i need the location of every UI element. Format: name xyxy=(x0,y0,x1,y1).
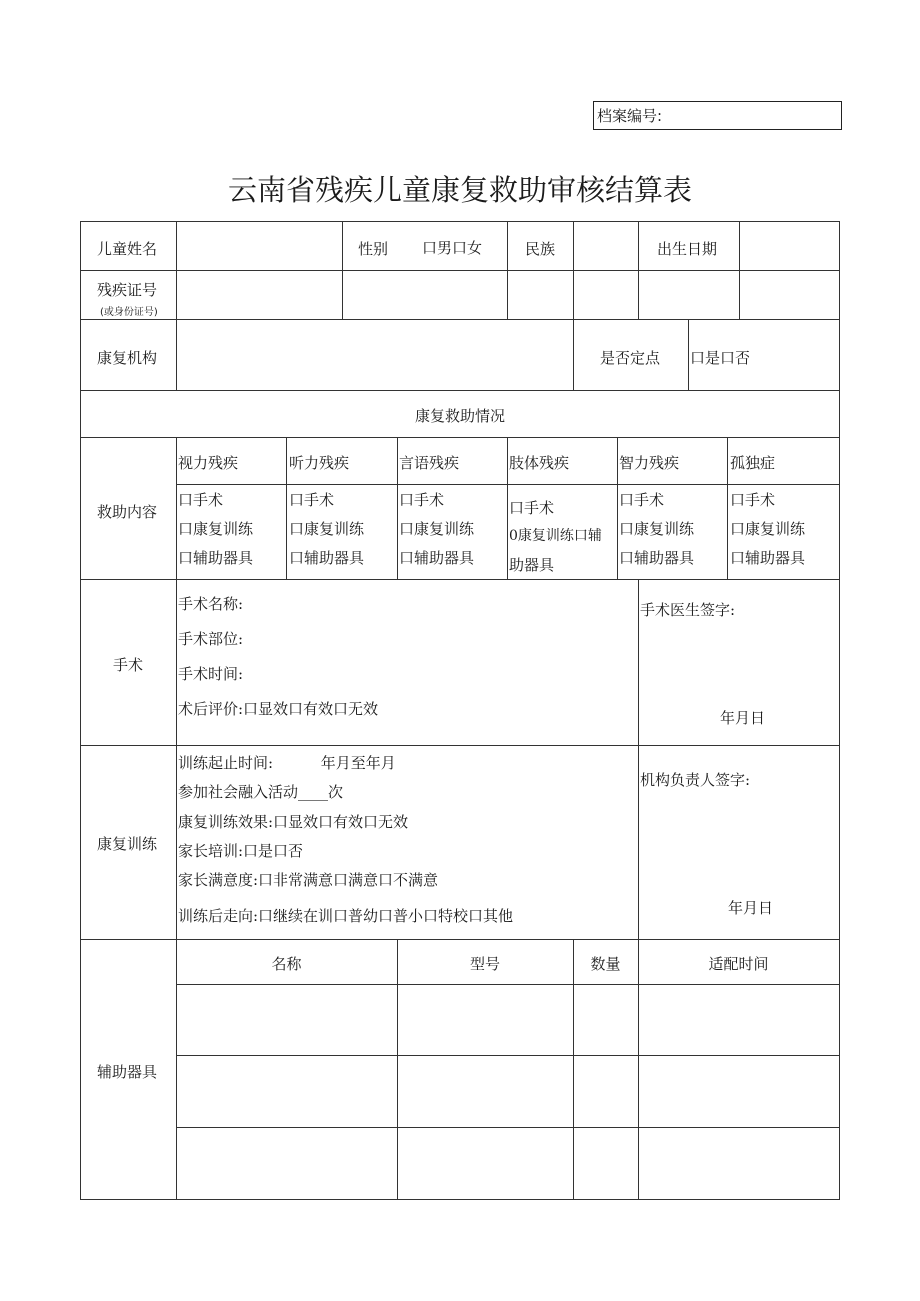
aid-option[interactable]: 口辅助器具 xyxy=(178,549,254,567)
designated-options[interactable]: 口是口否 xyxy=(690,349,751,367)
social-activity-field[interactable]: 参加社会融入活动____次 xyxy=(178,783,344,801)
birthdate-field[interactable] xyxy=(740,222,839,270)
parent-training[interactable]: 家长培训:口是口否 xyxy=(178,842,304,860)
aid-option[interactable]: 口手术 xyxy=(289,491,335,509)
parent-satisfaction[interactable]: 家长满意度:口非常满意口满意口不满意 xyxy=(178,871,439,889)
category-intellectual: 智力残疾 xyxy=(619,454,680,472)
device-header-fit-time: 适配时间 xyxy=(708,955,769,973)
gender-label: 性别 xyxy=(358,240,389,258)
post-training-destination[interactable]: 训练后走向:口继续在训口普幼口普小口特校口其他 xyxy=(178,907,514,925)
child-name-label: 儿童姓名 xyxy=(97,240,158,258)
aid-option[interactable]: 口辅助器具 xyxy=(399,549,475,567)
ethnicity-field[interactable] xyxy=(574,222,638,270)
table-row[interactable] xyxy=(177,1056,839,1127)
aid-option[interactable]: 0康复训练口辅 xyxy=(509,528,602,544)
aid-content-label: 救助内容 xyxy=(97,503,158,521)
gender-options[interactable]: 口男口女 xyxy=(422,239,483,257)
aid-option[interactable]: 口康复训练 xyxy=(619,520,695,538)
surgery-time-field[interactable]: 手术时间: xyxy=(178,665,244,683)
institution-field[interactable] xyxy=(177,320,573,390)
surgery-evaluation[interactable]: 术后评价:口显效口有效口无效 xyxy=(178,700,379,718)
aid-option[interactable]: 口辅助器具 xyxy=(730,549,806,567)
aid-option[interactable]: 口手术 xyxy=(178,491,224,509)
aid-option[interactable]: 口辅助器具 xyxy=(619,549,695,567)
archive-number-box[interactable] xyxy=(593,101,842,130)
surgeon-signature-label: 手术医生签字: xyxy=(640,601,736,619)
section-title: 康复救助情况 xyxy=(414,407,505,425)
aid-option[interactable]: 口康复训练 xyxy=(178,520,254,538)
aid-option[interactable]: 口手术 xyxy=(509,499,555,517)
table-row[interactable] xyxy=(177,1128,839,1199)
aid-option[interactable]: 口康复训练 xyxy=(730,520,806,538)
surgery-name-field[interactable]: 手术名称: xyxy=(178,595,244,613)
category-physical: 肢体残疾 xyxy=(509,454,570,472)
category-speech: 言语残疾 xyxy=(399,454,460,472)
training-effect[interactable]: 康复训练效果:口显效口有效口无效 xyxy=(178,813,409,831)
id-label: 残疾证号 xyxy=(97,281,158,299)
institution-label: 康复机构 xyxy=(97,349,158,367)
table-row[interactable] xyxy=(177,985,839,1055)
category-hearing: 听力残疾 xyxy=(289,454,350,472)
aid-option[interactable]: 口辅助器具 xyxy=(289,549,365,567)
surgery-site-field[interactable]: 手术部位: xyxy=(178,630,244,648)
surgery-date-label: 年月日 xyxy=(720,709,766,727)
designated-label: 是否定点 xyxy=(600,349,661,367)
ethnicity-label: 民族 xyxy=(525,240,556,258)
aid-option[interactable]: 口手术 xyxy=(399,491,445,509)
aid-option[interactable]: 口手术 xyxy=(730,491,776,509)
aid-option[interactable]: 口康复训练 xyxy=(399,520,475,538)
device-header-name: 名称 xyxy=(271,955,302,973)
surgery-label: 手术 xyxy=(113,656,144,674)
aid-option[interactable]: 口康复训练 xyxy=(289,520,365,538)
child-name-field[interactable] xyxy=(177,222,342,270)
archive-number-label: 档案编号: xyxy=(597,107,663,125)
device-header-quantity: 数量 xyxy=(590,955,621,973)
id-number-field[interactable] xyxy=(177,271,839,319)
form-title: 云南省残疾儿童康复救助审核结算表 xyxy=(227,173,692,207)
aid-option[interactable]: 助器具 xyxy=(509,556,555,574)
category-autism: 孤独症 xyxy=(730,454,776,472)
training-label: 康复训练 xyxy=(97,835,158,853)
training-period-field[interactable]: 训练起止时间: 年月至年月 xyxy=(178,754,396,772)
director-signature-label: 机构负责人签字: xyxy=(640,771,751,789)
aid-option[interactable]: 口手术 xyxy=(619,491,665,509)
training-date-label: 年月日 xyxy=(728,899,774,917)
devices-label: 辅助器具 xyxy=(97,1063,158,1081)
device-header-model: 型号 xyxy=(469,955,500,973)
id-sublabel: (或身份证号) xyxy=(100,307,158,318)
category-visual: 视力残疾 xyxy=(178,454,239,472)
birthdate-label: 出生日期 xyxy=(657,240,718,258)
